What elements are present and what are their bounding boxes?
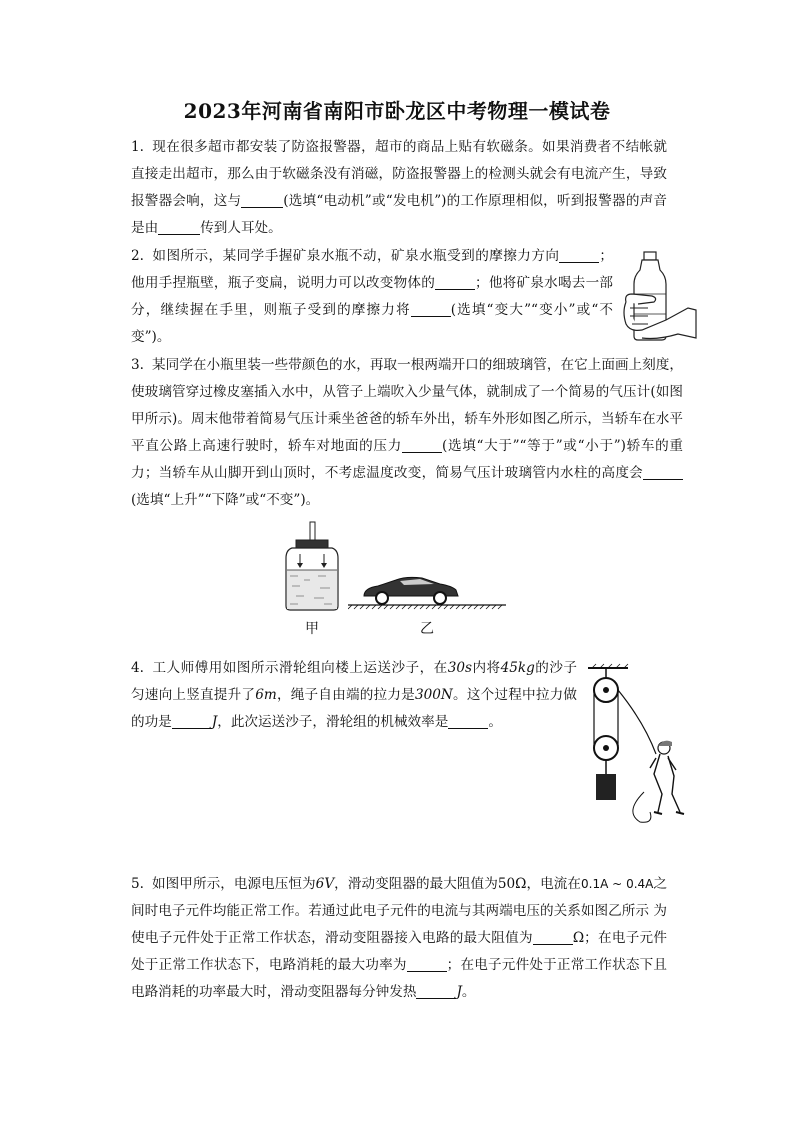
figure-label-a: 甲 <box>305 621 319 637</box>
question-text: ；在电子元件处于正常工作状态下，电路消耗的最大功率为 <box>131 930 668 973</box>
question-text: 内将 <box>471 660 501 676</box>
answer-blank[interactable] <box>241 191 283 208</box>
answer-blank[interactable] <box>643 463 683 480</box>
answer-blank[interactable] <box>559 246 599 263</box>
mass-value: 45kg <box>500 660 535 676</box>
question-text: 。 <box>461 984 476 1000</box>
question-text: ，滑动变阻器的最大阻值为 <box>334 876 498 892</box>
question-text: 如图所示，某同学手握矿泉水瓶不动，矿泉水瓶受到的摩擦力方向 <box>151 248 560 264</box>
question-text: 的沙子匀速向上竖直提升了 <box>131 660 578 703</box>
time-value: 30s <box>447 660 472 676</box>
voltage-value: 6V <box>315 876 335 892</box>
height-value: 6m <box>255 687 277 703</box>
current-range: 0.1A ~ 0.4A <box>581 877 654 891</box>
question-text: ；他用手捏瓶壁，瓶子变扁，说明力可以改变物体的 <box>131 248 613 291</box>
question-number: 3. <box>131 357 144 373</box>
answer-blank[interactable] <box>448 712 488 729</box>
question-text: (选填“电动机”或“发电机”)的工作原理相似，听到报警器的声音是由 <box>131 193 667 236</box>
question-number: 1. <box>131 139 144 155</box>
question-text: 现在很多超市都安装了防盗报警器，超市的商品上贴有软磁条。如果消费者不结帐就直接走出超市，那么由于软磁条没有消磁，防盗报警器上的检测头就会有电流产生，导致报警器会响，这与 <box>131 139 667 209</box>
question-text: 。 <box>488 714 502 730</box>
resistance-value: 50Ω <box>497 876 527 892</box>
unit-ohm: Ω <box>572 930 585 946</box>
force-value: 300N <box>414 687 453 703</box>
question-5 <box>131 871 667 1006</box>
question-text: 工人师傅用如图所示滑轮组向楼上运送沙子，在 <box>151 660 448 676</box>
answer-blank[interactable] <box>411 300 451 317</box>
unit-joule: J <box>456 984 462 1000</box>
unit-joule: J <box>211 714 218 730</box>
question-2 <box>131 243 613 351</box>
answer-blank[interactable] <box>533 928 573 945</box>
question-4 <box>131 655 577 736</box>
answer-blank[interactable] <box>416 982 456 999</box>
answer-blank[interactable] <box>158 218 200 235</box>
question-text: 传到人耳处。 <box>200 220 282 236</box>
question-text: ，此次运送沙子，滑轮组的机械效率是 <box>217 714 449 730</box>
car-figure <box>348 570 508 610</box>
barometer-figure <box>284 520 340 612</box>
question-text: (选填“变大”“变小”或“不变”)。 <box>131 302 614 345</box>
pulley-figure <box>584 662 700 832</box>
question-text: (选填“大于”“等于”或“小于”)轿车的重力；当轿车从山脚开到山顶时，不考虑温度改变，简易气压计玻璃管内水柱的高度会 <box>131 438 684 481</box>
question-number: 2. <box>131 248 144 264</box>
question-number: 5. <box>131 876 144 892</box>
question-3 <box>131 352 683 514</box>
question-1 <box>131 134 667 242</box>
bottle-hand-figure <box>618 250 698 342</box>
figure-label-b: 乙 <box>420 621 434 637</box>
question-text: ；在电子元件处于正常工作状态下且电路消耗的功率最大时，滑动变阻器每分钟发热 <box>131 957 668 1000</box>
question-text: 某同学在小瓶里装一些带颜色的水，再取一根两端开口的细玻璃管，在它上面画上刻度，使玻璃管穿过橡皮塞插入水中，从管子上端吹入少量气体，就制成了一个简易的气压计(如图甲所示)。周末他带着简易气压计乘坐爸爸的轿车外出，轿车外形如图乙所示，当轿车在水平平直公路上高速行驶时，轿车对地面的压力 <box>131 357 683 454</box>
question-text: ，绳子自由端的拉力是 <box>276 687 415 703</box>
question-text: 如图甲所示，电源电压恒为 <box>151 876 316 892</box>
answer-blank[interactable] <box>402 436 442 453</box>
page-title: 2023年河南省南阳市卧龙区中考物理一模试卷 <box>183 99 611 123</box>
question-text: ，电流在 <box>526 876 581 892</box>
answer-blank[interactable] <box>172 712 212 729</box>
answer-blank[interactable] <box>435 273 475 290</box>
question-text: (选填“上升”“下降”或“不变”)。 <box>131 492 320 508</box>
question-text: 之间时电子元件均能正常工作。若通过此电子元件的电流与其两端电压的关系如图乙所示 为使电子元件处于正常工作状态，滑动变阻器接入电路的最大阻值为 <box>131 876 667 946</box>
answer-blank[interactable] <box>407 955 447 972</box>
question-text: 。这个过程中拉力做的功是 <box>131 687 578 730</box>
question-text: ；他将矿泉水喝去一部分，继续握在手里，则瓶子受到的摩擦力将 <box>131 275 614 318</box>
question-number: 4. <box>131 660 144 676</box>
